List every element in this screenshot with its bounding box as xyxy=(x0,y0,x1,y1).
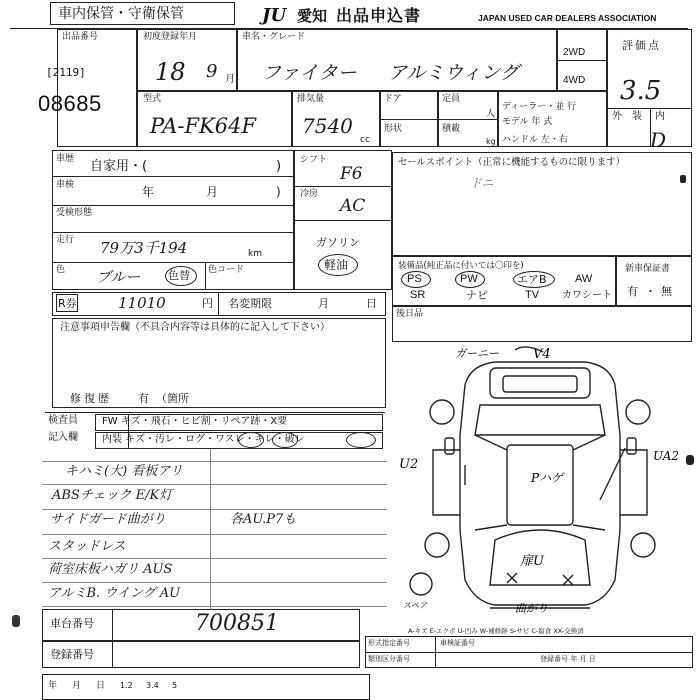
diagram-note-rear: 扉U xyxy=(520,554,544,569)
note-3b: 各AU.P7も xyxy=(230,512,297,527)
scan-speck-2 xyxy=(686,455,694,465)
bottom-code-4: 1.2 xyxy=(120,681,133,690)
bottom-code-3: 日 xyxy=(96,681,106,691)
damage-legend: A-キズ E-エクボ U-凹み W-補修跡 S-サビ C-腐食 XX-交換済 xyxy=(408,627,584,635)
diagram-note-cabin: Pハゲ xyxy=(531,471,564,485)
dealer-row3: ハンドル 左・右 xyxy=(502,135,568,145)
model-label: 車名・グレード xyxy=(242,32,306,42)
diagram-note-top-code: V4 xyxy=(533,347,551,362)
exterior-label: 外 xyxy=(612,111,622,122)
receipt-label: 受検形態 xyxy=(56,208,93,218)
rating-score: 3.5 xyxy=(620,76,662,106)
form-info-row3: 車検証番号 xyxy=(440,639,475,647)
ac-label: 冷房 xyxy=(300,189,319,199)
inspector-label2: 記入欄 xyxy=(48,432,78,443)
model-grade: アルミウィング xyxy=(388,62,519,84)
notes-label: 注意事項申告欄（不具合内容等は具体的に記入して下さい） xyxy=(60,322,330,333)
diagram-note-top: ガーニー xyxy=(455,347,499,360)
vehicle-use-close: ) xyxy=(276,159,282,174)
logo: JU xyxy=(262,5,287,26)
equip-airbag: エアB xyxy=(517,273,547,286)
name-change-label: 名変期限 xyxy=(228,297,272,310)
lot-small: [2119] xyxy=(46,66,86,79)
repair-label: 修復歴 xyxy=(70,392,112,405)
exterior-label-2: 装 xyxy=(632,111,642,122)
bottom-code-6: 5 xyxy=(172,681,178,690)
equip-seat: カワシート xyxy=(562,290,612,301)
interior-score: D xyxy=(650,128,667,152)
form-title: 出品申込書 xyxy=(336,6,422,25)
note-6: アルミB. ウイング AU xyxy=(48,586,181,601)
shape-label: 形状 xyxy=(384,124,403,134)
dealer-row2: モデル 年 式 xyxy=(502,117,553,127)
lot-label: 出品番号 xyxy=(62,32,99,42)
note-3: サイドガード曲がり xyxy=(50,512,166,527)
inspection-label: 車検 xyxy=(56,180,75,190)
type-value: PA-FK64F xyxy=(150,114,257,138)
note-4: スタッドレス xyxy=(48,539,126,554)
first-reg-month: 9 xyxy=(206,61,218,82)
model-name: ファイター xyxy=(262,62,357,84)
equipment-label: 装備品(純正品に付いては〇印を) xyxy=(398,261,524,271)
inspector-label1: 検査員 xyxy=(48,415,78,426)
repair-yes: 有 xyxy=(138,392,149,405)
recycle-value: 11010 xyxy=(118,294,166,312)
note-2: ABSチェック E/K灯 xyxy=(52,488,173,503)
vehicle-use-label: 車歴 xyxy=(56,154,75,164)
fw-row: FW キズ・飛石・ヒビ割・リペア跡・X要 xyxy=(102,416,288,427)
equip-tv: TV xyxy=(525,289,540,301)
displacement-label: 排気量 xyxy=(297,94,325,104)
rating-label: 評価点 xyxy=(622,39,661,52)
remarks-label: 後日品 xyxy=(396,309,424,319)
load-unit: kg xyxy=(486,137,496,146)
form-info-row1: 形式指定番号 xyxy=(368,639,410,647)
load-label: 積載 xyxy=(442,124,461,134)
mileage-unit: km xyxy=(248,249,262,259)
door-label: ドア xyxy=(384,94,402,104)
equip-pw: PW xyxy=(460,273,478,285)
recycle-unit: 円 xyxy=(202,297,213,310)
ac-value: AC xyxy=(340,196,366,216)
bottom-code-1: 年 xyxy=(48,681,58,691)
form-info-row4: 登録番号 年 月 日 xyxy=(540,655,596,663)
mileage-value: 79万3千194 xyxy=(100,239,188,257)
color-code-label: 色コード xyxy=(208,265,245,275)
broken-circle xyxy=(346,432,376,448)
scan-speck-3 xyxy=(12,615,20,627)
lot-number: 08685 xyxy=(38,91,102,116)
form-info-row2: 類別区分番号 xyxy=(368,655,410,663)
interior-label: 内 xyxy=(655,111,665,122)
capacity-label: 定員 xyxy=(442,94,461,104)
first-reg-label: 初度登録年月 xyxy=(143,32,198,42)
fuel-label: ガソリン xyxy=(316,236,360,249)
equip-navi: ナビ xyxy=(466,289,488,302)
bottom-code-2: 月 xyxy=(72,681,82,691)
sales-point-note: ドニ xyxy=(470,176,494,190)
drive-2wd: 2WD xyxy=(563,47,586,58)
color-change: 色替 xyxy=(168,269,190,282)
plate-label: 登録番号 xyxy=(50,648,94,661)
int-row: 内装 キズ・汚レ・ログ・ワスレ・キレ・破レ xyxy=(102,434,305,445)
dirt-circle xyxy=(238,432,264,448)
recycle-label: R券 xyxy=(58,297,77,310)
dealer-row1: ディーラー・並 行 xyxy=(502,102,577,112)
color-value: ブルー xyxy=(96,268,141,286)
fuel-value: 軽油 xyxy=(324,258,349,272)
inspection-year: 年 xyxy=(142,185,155,199)
equip-sr: SR xyxy=(410,289,426,301)
color-label: 色 xyxy=(56,265,66,275)
warranty-label: 新車保証書 xyxy=(625,264,671,274)
first-reg-month-unit: 月 xyxy=(225,74,235,85)
drive-4wd: 4WD xyxy=(563,75,586,86)
scan-speck xyxy=(680,175,686,183)
chassis-value: 700851 xyxy=(195,611,279,636)
diagram-note-left: U2 xyxy=(399,457,419,472)
inspection-close: ) xyxy=(276,185,281,199)
warranty-slash: ・ xyxy=(645,285,656,298)
vehicle-use-value: 自家用・( xyxy=(90,159,148,174)
note-1: キハミ(大) 看板アリ xyxy=(65,464,183,479)
top-label: 車内保管・守衛保管 xyxy=(58,6,184,22)
bottom-code-5: 3.4 xyxy=(146,681,159,690)
equip-aw: AW xyxy=(575,273,593,285)
capacity-unit: 人 xyxy=(486,109,496,119)
name-change-month: 月 xyxy=(318,297,329,310)
first-reg-year: 18 xyxy=(155,58,186,86)
sales-point-label: セールスポイント（正常に機能するものに限ります） xyxy=(398,157,626,168)
inspection-month: 月 xyxy=(206,185,219,199)
repair-spot: （箇所 xyxy=(156,392,189,405)
equip-ps: PS xyxy=(407,273,422,285)
diagram-note-right: UA2 xyxy=(653,449,680,463)
diagram-spare-label: スペア xyxy=(403,601,427,610)
type-label: 型式 xyxy=(143,94,162,104)
displacement-unit: cc xyxy=(360,135,370,145)
logo-city: 愛知 xyxy=(297,7,328,25)
association-name: JAPAN USED CAR DEALERS ASSOCIATION xyxy=(478,13,657,23)
shift-label: シフト xyxy=(300,155,328,165)
note-5: 荷室床板ハガリ AUS xyxy=(48,562,173,577)
mileage-label: 走行 xyxy=(56,235,75,245)
remarks-box xyxy=(392,306,692,342)
vehicle-damage-diagram xyxy=(395,340,695,625)
warranty-no: 無 xyxy=(661,285,672,298)
tear-circle xyxy=(272,432,298,448)
warranty-yes: 有 xyxy=(627,285,638,298)
bottom-grid-box xyxy=(42,674,370,700)
chassis-label: 車台番号 xyxy=(50,617,94,630)
diagram-note-bottom: 曲がり xyxy=(515,602,548,615)
name-change-day: 日 xyxy=(366,297,377,310)
recycle-box xyxy=(52,292,386,316)
lot-box xyxy=(57,29,137,147)
displacement-value: 7540 xyxy=(302,114,353,138)
shift-value: F6 xyxy=(340,164,363,184)
